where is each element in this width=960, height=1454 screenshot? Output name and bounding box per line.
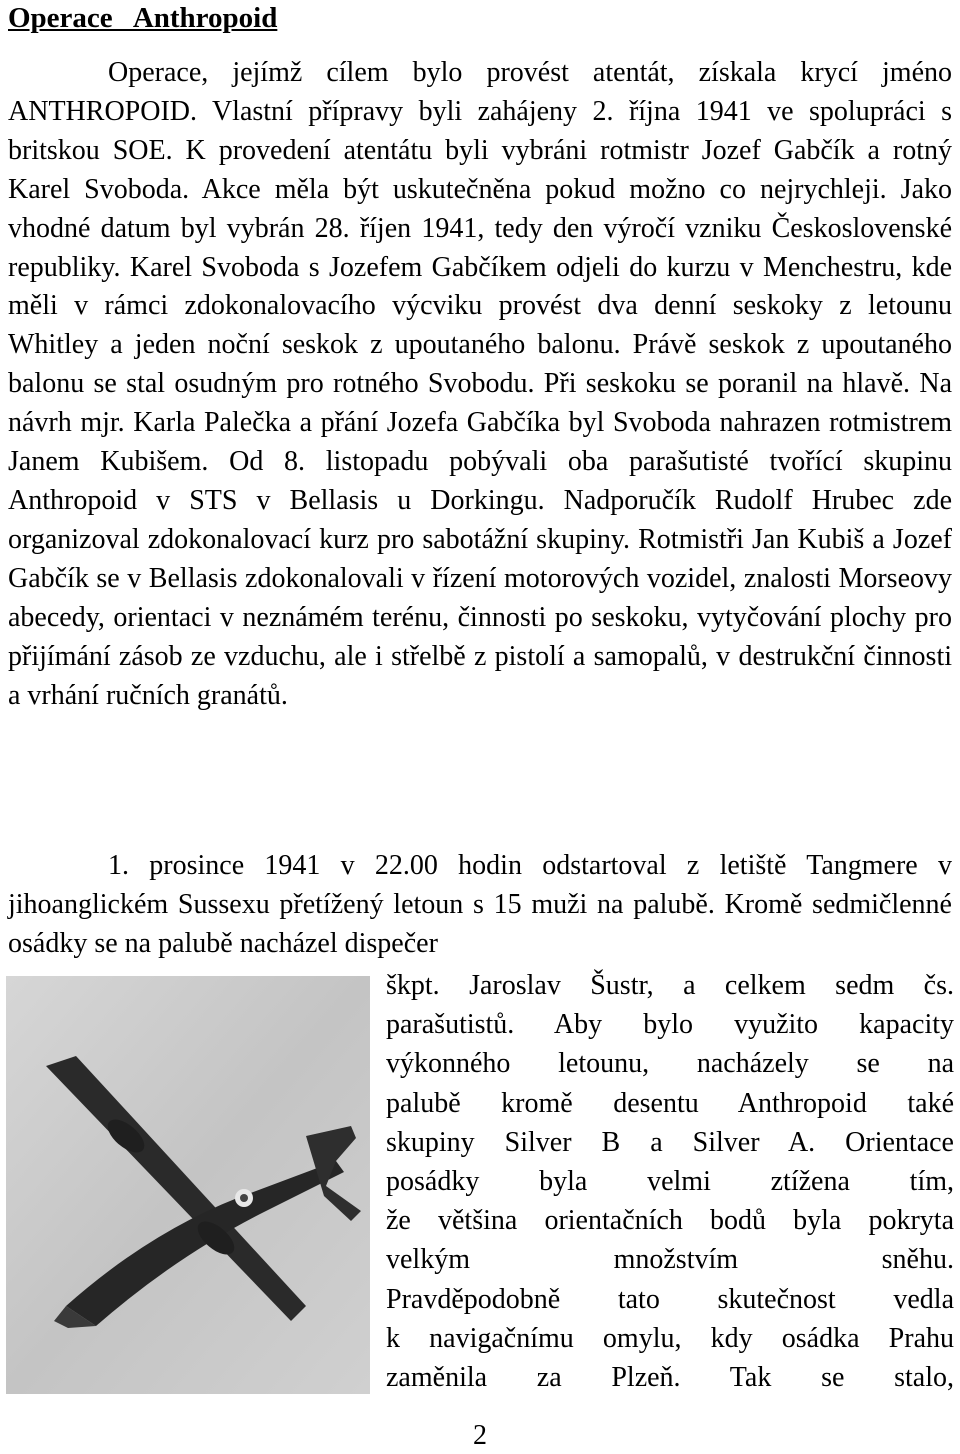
paragraph-2: 1. prosince 1941 v 22.00 hodin odstartoval z letiště Tangmere v jihoanglickém Sussexu přetížený letoun s 15 muži na palubě. Kromě sedmičlenné osádky se na palubě nacházel dispečer bbox=[8, 850, 952, 959]
paragraph-3-line: že většina orientačních bodů byla pokryta bbox=[386, 1205, 954, 1237]
paragraph-3-line: posádky byla velmi ztížena tím, bbox=[386, 1165, 954, 1197]
paragraph-3-line: velkým množstvím sněhu. bbox=[386, 1244, 954, 1276]
paragraph-3-line: Pravděpodobně tato skutečnost vedla bbox=[386, 1283, 954, 1315]
paragraph-3-line: škpt. Jaroslav Šustr, a celkem sedm čs. bbox=[386, 970, 954, 1001]
bomber-aircraft-photo bbox=[6, 976, 370, 1394]
paragraph-3-line: skupiny Silver B a Silver A. Orientace bbox=[386, 1126, 954, 1158]
page-number: 2 bbox=[473, 1420, 487, 1451]
paragraph-3-line: výkonného letounu, nacházely se na bbox=[386, 1048, 954, 1080]
paragraph-3 bbox=[386, 966, 954, 1397]
paragraph-3-line: k navigačnímu omylu, kdy osádka Prahu bbox=[386, 1322, 954, 1354]
page-title: Operace Anthropoid bbox=[8, 2, 278, 34]
paragraph-3-line: palubě kromě desentu Anthropoid také bbox=[386, 1087, 954, 1119]
paragraph-3-line: parašutistů. Aby bylo využito kapacity bbox=[386, 1009, 954, 1041]
paragraph-3-line: zaměnila za Plzeň. Tak se stalo, bbox=[386, 1361, 954, 1393]
paragraph-1: Operace, jejímž cílem bylo provést atentát, získala krycí jméno ANTHROPOID. Vlastní přípravy byli zahájeny 2. října 1941 ve spolupráci s britskou SOE. K provedení atentátu byli vybráni rotmistr Jozef Gabčík a rotný Karel Svoboda. Akce měla být uskutečněna pokud možno co nejrychleji. Jako vhodné datum byl vybrán 28. říjen 1941, tedy den výročí vzniku Československé republiky. Karel Svoboda s Jozefem Gabčíkem odjeli do kurzu v Menchestru, kde měli v rámci zdokonalovacího výcviku provést dva denní seskoky z letounu Whitley a jeden noční seskok z upoutaného balonu. Právě seskok z upoutaného balonu se stal osudným pro rotného Svobodu. Při seskoku se poranil na hlavě. Na návrh mjr. Karla Palečka a přání Jozefa Gabčíka byl Svoboda nahrazen rotmistrem Janem Kubišem. Od 8. listopadu pobývali oba parašutisté tvořící skupinu Anthropoid v STS v Bellasis u Dorkingu. Nadporučík Rudolf Hrubec zde organizoval zdokonalovací kurz pro sabotážní skupiny. Rotmistři Jan Kubiš a Jozef Gabčík se v Bellasis zdokonalovali v řízení motorových vozidel, znalosti Morseovy abecedy, orientaci v neznámém terénu, činnosti po seskoku, vytyčování plochy pro přijímání zásob ze vzduchu, ale i střelbě z pistolí a samopalů, v destrukční činnosti a vrhání ručních granátů. bbox=[8, 57, 952, 711]
